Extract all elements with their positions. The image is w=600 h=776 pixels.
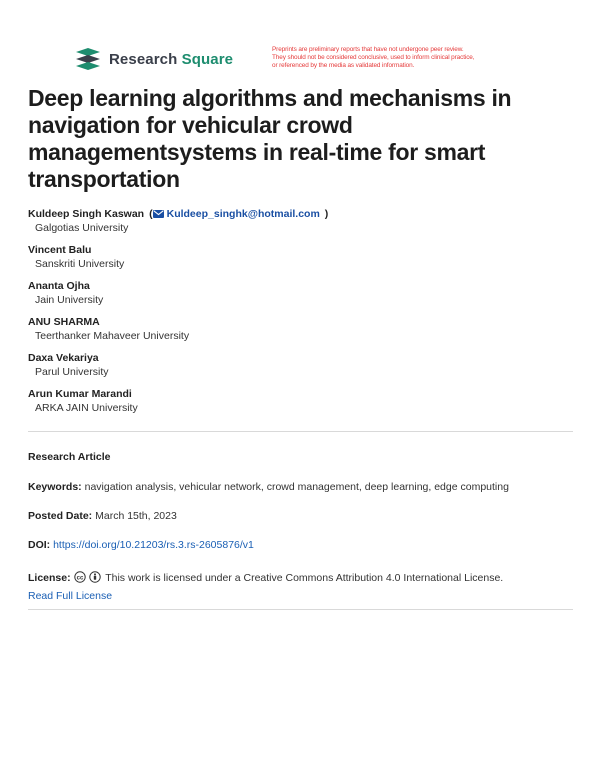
author-name: Daxa Vekariya (28, 352, 99, 364)
license (28, 569, 573, 605)
creative-commons-icon (74, 571, 86, 583)
disclaimer-line-3: or referenced by the media as validated information. (272, 62, 415, 70)
author-entry (28, 351, 573, 379)
disclaimer-line-2: They should not be considered conclusive, used to inform clinical practice, (272, 54, 475, 62)
posted-date (28, 510, 573, 522)
author-entry (28, 243, 573, 271)
keywords-value: navigation analysis, vehicular network, crowd management, deep learning, edge computing (84, 481, 509, 493)
author-entry: Kuldeep Singh Kaswan ( Kuldeep_singhk@hotmail.com ) Galgotias University (28, 207, 573, 235)
page-header (0, 0, 600, 80)
author-list (28, 207, 573, 423)
disclaimer-line-1: Preprints are preliminary reports that have not undergone peer review. (272, 46, 464, 53)
author-email-link[interactable]: Kuldeep_singhk@hotmail.com (153, 208, 320, 220)
author-affiliation: Jain University (35, 294, 104, 306)
license-label: License: (28, 572, 71, 584)
doi-label: DOI: (28, 539, 51, 551)
author-name: Ananta Ojha (28, 280, 90, 292)
research-square-logo[interactable] (74, 47, 233, 71)
author-entry (28, 315, 573, 343)
author-name: Vincent Balu (28, 244, 92, 256)
author-affiliation: Teerthanker Mahaveer University (35, 330, 190, 342)
doi-link[interactable]: https://doi.org/10.21203/rs.3.rs-2605876/v1 (53, 539, 254, 551)
keywords-label: Keywords: (28, 481, 82, 493)
posted-date-value: March 15th, 2023 (95, 510, 177, 522)
author-entry (28, 279, 573, 307)
doi (28, 539, 573, 551)
author-name: ANU SHARMA (28, 316, 100, 328)
license-text: This work is licensed under a Creative Commons Attribution 4.0 International License. (105, 572, 504, 584)
author-name: Arun Kumar Marandi (28, 388, 132, 400)
svg-text:cc: cc (76, 575, 83, 582)
posted-date-label: Posted Date: (28, 510, 93, 522)
author-name: Kuldeep Singh Kaswan (28, 208, 145, 220)
mail-icon (153, 210, 164, 218)
logo-text: Research Square (109, 50, 234, 68)
read-full-license-link[interactable]: Read Full License (28, 590, 113, 602)
preprint-disclaimer (272, 46, 572, 71)
paper-title: Deep learning algorithms and mechanisms in navigation for vehicular crowd managementsystems in real-time for smart transportation (28, 85, 512, 192)
attribution-icon (89, 571, 101, 583)
author-affiliation: Parul University (35, 366, 109, 378)
author-affiliation: Sanskriti University (35, 258, 125, 270)
author-affiliation: Galgotias University (35, 222, 129, 234)
author-entry (28, 387, 573, 415)
research-square-logo-icon (74, 47, 102, 71)
keywords (28, 481, 573, 493)
divider (28, 431, 573, 432)
article-type: Research Article (28, 451, 111, 463)
divider (28, 609, 573, 610)
author-affiliation: ARKA JAIN University (35, 402, 138, 414)
